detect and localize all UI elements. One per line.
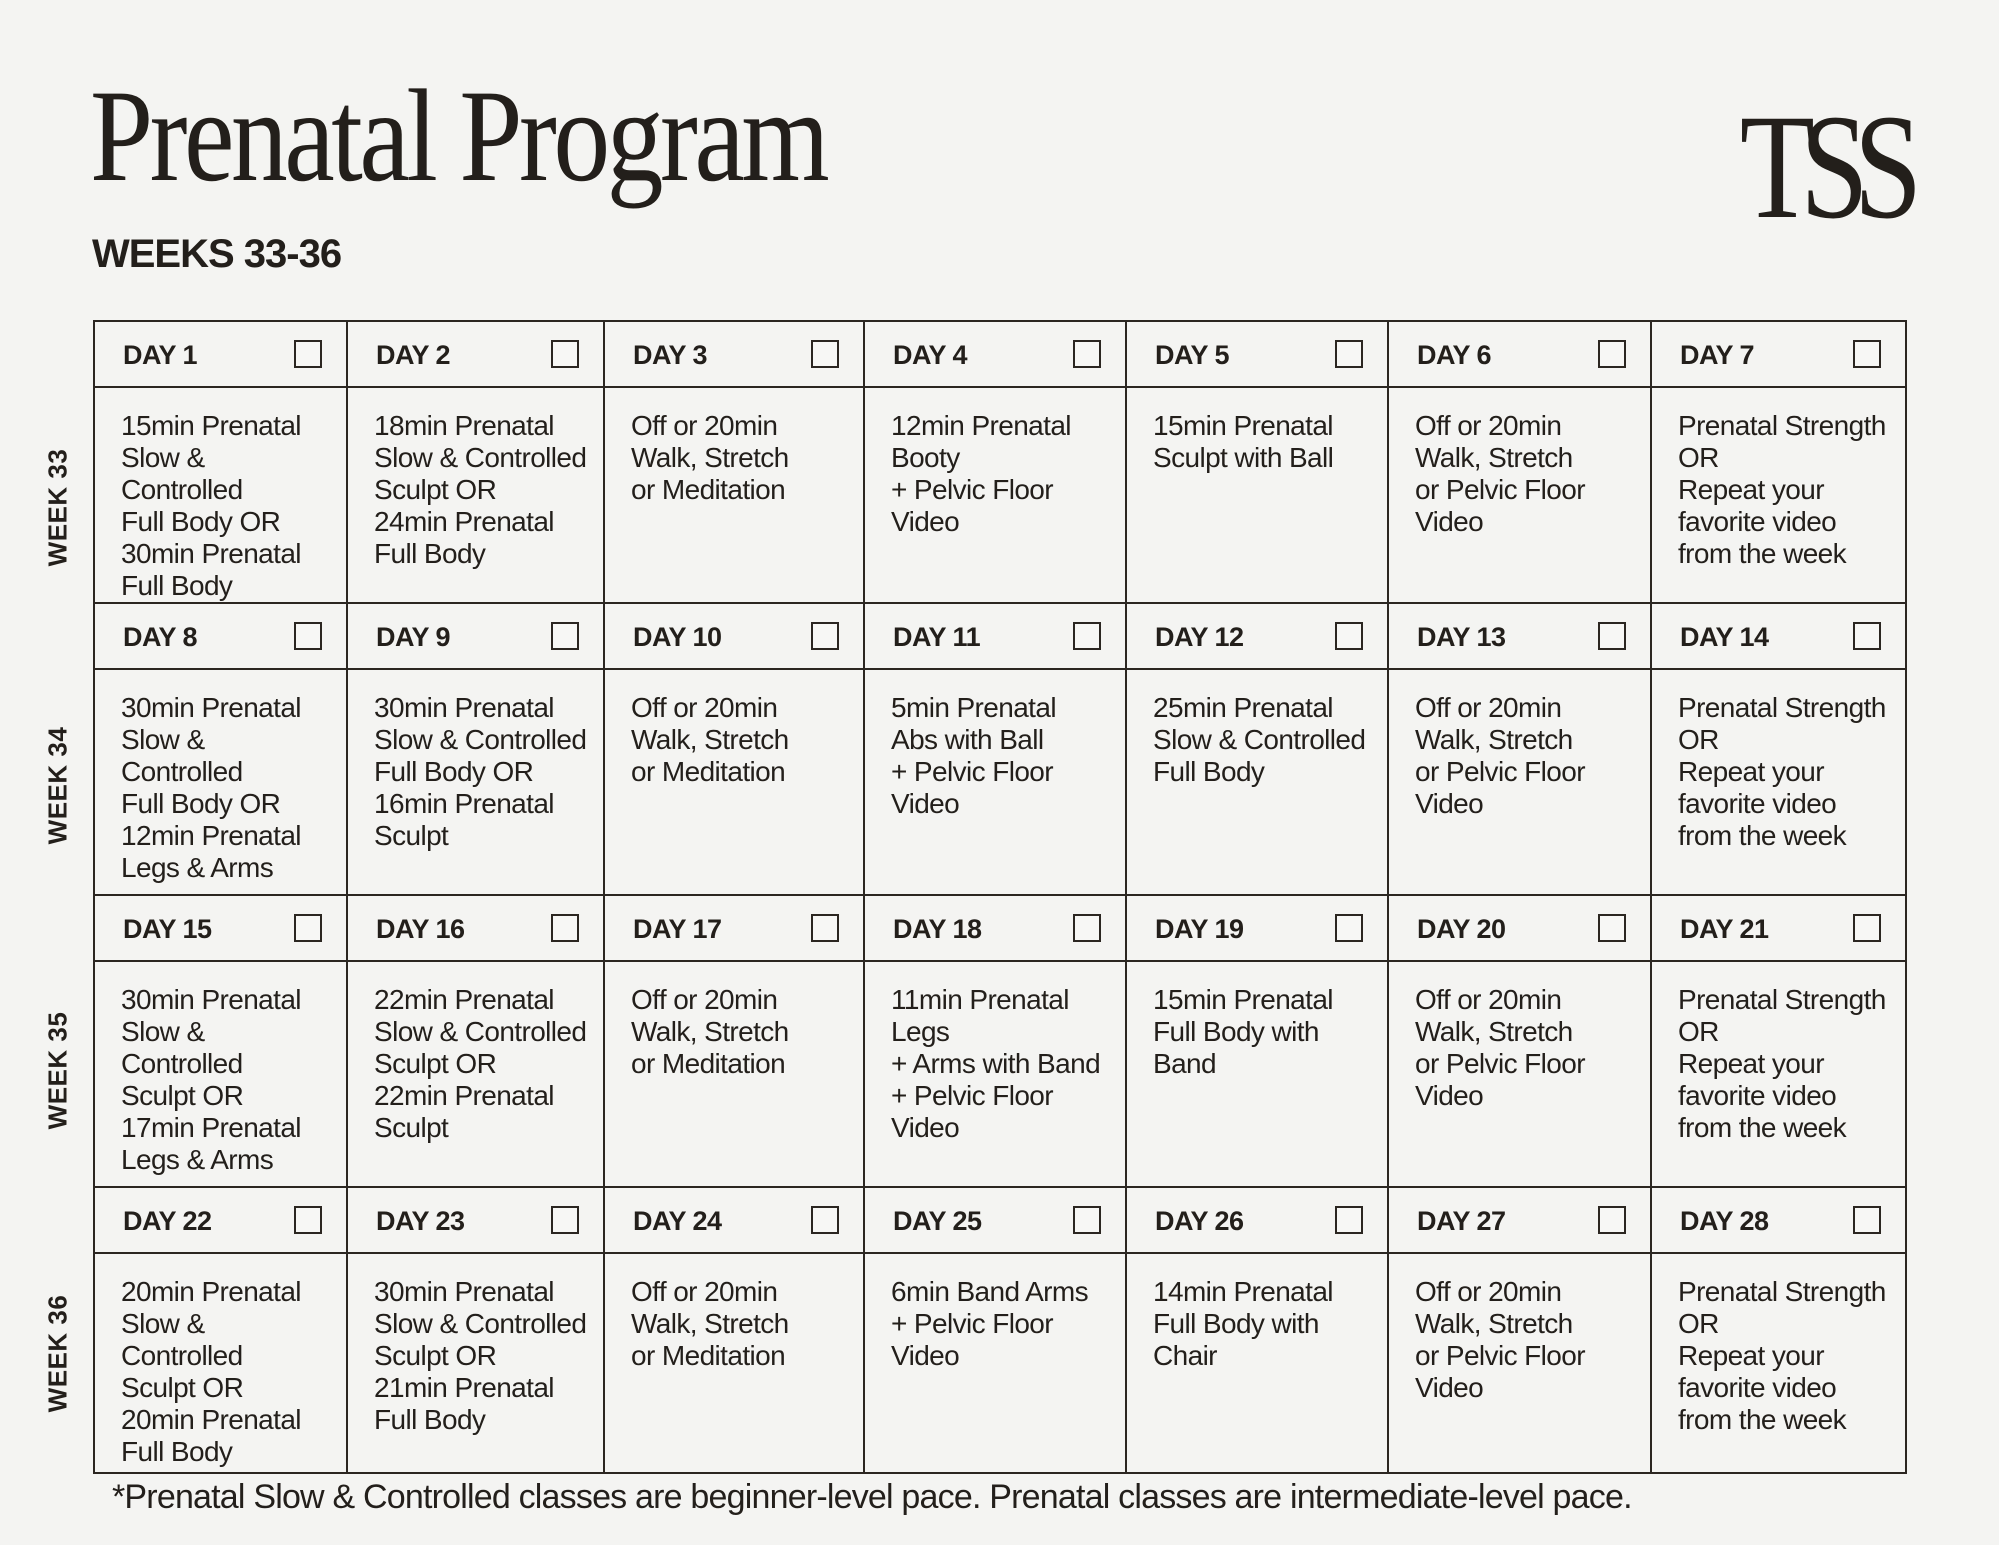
day-checkbox[interactable] <box>551 914 579 942</box>
day-workout-cell <box>347 961 604 1187</box>
day-header-cell <box>94 895 347 961</box>
day-checkbox[interactable] <box>1598 622 1626 650</box>
day-checkbox[interactable] <box>1853 622 1881 650</box>
day-workout-cell <box>347 669 604 895</box>
day-header-cell <box>94 321 347 387</box>
day-checkbox[interactable] <box>1335 1206 1363 1234</box>
day-header-cell <box>1651 895 1906 961</box>
day-label: DAY 4 <box>893 340 968 370</box>
day-checkbox[interactable] <box>811 340 839 368</box>
day-label: DAY 13 <box>1417 622 1506 652</box>
day-workout-cell <box>864 387 1126 603</box>
workout-text: 15min Prenatal Slow & Controlled Full Body OR 30min Prenatal Full Body <box>121 410 301 601</box>
workout-text: 18min Prenatal Slow & Controlled Sculpt OR 24min Prenatal Full Body <box>374 410 587 569</box>
day-header-cell <box>864 1187 1126 1253</box>
workout-text: Off or 20min Walk, Stretch or Pelvic Floor Video <box>1415 984 1585 1111</box>
day-workout-cell <box>347 387 604 603</box>
day-workout-cell <box>94 387 347 603</box>
day-header-cell <box>1388 1187 1651 1253</box>
workout-text: 5min Prenatal Abs with Ball + Pelvic Floor Video <box>891 692 1056 819</box>
day-workout-cell <box>1388 961 1651 1187</box>
day-label: DAY 2 <box>376 340 451 370</box>
day-workout-cell <box>604 669 864 895</box>
day-checkbox[interactable] <box>811 1206 839 1234</box>
day-label: DAY 21 <box>1680 914 1769 944</box>
day-header-cell <box>604 895 864 961</box>
day-workout-cell <box>864 669 1126 895</box>
day-checkbox[interactable] <box>294 340 322 368</box>
day-header-cell <box>864 603 1126 669</box>
day-checkbox[interactable] <box>551 340 579 368</box>
day-header-cell <box>347 321 604 387</box>
day-checkbox[interactable] <box>1073 340 1101 368</box>
day-checkbox[interactable] <box>1598 1206 1626 1234</box>
day-checkbox[interactable] <box>1335 914 1363 942</box>
day-checkbox[interactable] <box>1598 340 1626 368</box>
day-checkbox[interactable] <box>1335 340 1363 368</box>
day-checkbox[interactable] <box>294 622 322 650</box>
day-header-cell <box>1388 603 1651 669</box>
day-label: DAY 6 <box>1417 340 1492 370</box>
day-checkbox[interactable] <box>1073 622 1101 650</box>
day-header-cell <box>347 895 604 961</box>
day-workout-cell <box>864 1253 1126 1473</box>
day-workout-cell <box>94 1253 347 1473</box>
week-body-row <box>94 961 1906 1187</box>
day-workout-cell <box>604 387 864 603</box>
day-workout-cell <box>1651 387 1906 603</box>
day-label: DAY 11 <box>893 622 981 652</box>
day-header-cell <box>864 321 1126 387</box>
day-checkbox[interactable] <box>1853 1206 1881 1234</box>
day-label: DAY 14 <box>1680 622 1769 652</box>
workout-text: 15min Prenatal Sculpt with Ball <box>1153 410 1334 473</box>
workout-text: 22min Prenatal Slow & Controlled Sculpt OR 22min Prenatal Sculpt <box>374 984 587 1143</box>
schedule-grid <box>93 320 1907 1474</box>
day-header-cell <box>1126 321 1388 387</box>
brand-logo: TSS <box>1739 84 1907 250</box>
week-body-row <box>94 387 1906 603</box>
day-header-cell <box>604 321 864 387</box>
day-label: DAY 15 <box>123 914 212 944</box>
day-workout-cell <box>1388 669 1651 895</box>
day-header-cell <box>1651 1187 1906 1253</box>
workout-text: Off or 20min Walk, Stretch or Pelvic Floor Video <box>1415 1276 1585 1403</box>
workout-text: Off or 20min Walk, Stretch or Meditation <box>631 984 789 1079</box>
day-header-cell <box>604 1187 864 1253</box>
day-checkbox[interactable] <box>551 622 579 650</box>
day-checkbox[interactable] <box>1073 914 1101 942</box>
day-checkbox[interactable] <box>1335 622 1363 650</box>
week-label: WEEK 35 <box>42 1011 73 1130</box>
day-workout-cell <box>1651 669 1906 895</box>
day-label: DAY 1 <box>123 340 198 370</box>
workout-text: Off or 20min Walk, Stretch or Meditation <box>631 410 789 505</box>
week-header-row <box>94 1187 1906 1253</box>
day-label: DAY 3 <box>633 340 708 370</box>
workout-text: 30min Prenatal Slow & Controlled Full Body OR 12min Prenatal Legs & Arms <box>121 692 301 883</box>
day-label: DAY 7 <box>1680 340 1755 370</box>
day-workout-cell <box>1126 961 1388 1187</box>
page-subtitle: WEEKS 33-36 <box>92 232 342 276</box>
workout-text: Prenatal Strength OR Repeat your favorite video from the week <box>1678 984 1886 1143</box>
day-checkbox[interactable] <box>1073 1206 1101 1234</box>
week-body-row <box>94 669 1906 895</box>
day-label: DAY 16 <box>376 914 465 944</box>
page-title: Prenatal Program <box>90 62 827 209</box>
day-label: DAY 12 <box>1155 622 1244 652</box>
day-header-cell <box>347 1187 604 1253</box>
workout-text: Off or 20min Walk, Stretch or Meditation <box>631 1276 789 1371</box>
day-label: DAY 25 <box>893 1206 982 1236</box>
day-label: DAY 8 <box>123 622 198 652</box>
day-workout-cell <box>864 961 1126 1187</box>
day-header-cell <box>1651 321 1906 387</box>
day-checkbox[interactable] <box>811 914 839 942</box>
footnote: *Prenatal Slow & Controlled classes are beginner-level pace. Prenatal classes are intermediate-level pace. <box>112 1478 1632 1516</box>
workout-text: Off or 20min Walk, Stretch or Pelvic Floor Video <box>1415 692 1585 819</box>
workout-text: Prenatal Strength OR Repeat your favorite video from the week <box>1678 692 1886 851</box>
day-label: DAY 24 <box>633 1206 722 1236</box>
day-workout-cell <box>1651 961 1906 1187</box>
day-workout-cell <box>604 1253 864 1473</box>
day-workout-cell <box>1388 387 1651 603</box>
day-header-cell <box>347 603 604 669</box>
day-label: DAY 20 <box>1417 914 1506 944</box>
week-header-row <box>94 895 1906 961</box>
workout-text: 15min Prenatal Full Body with Band <box>1153 984 1333 1079</box>
day-header-cell <box>604 603 864 669</box>
week-header-row <box>94 321 1906 387</box>
day-workout-cell <box>1126 1253 1388 1473</box>
week-body-row <box>94 1253 1906 1473</box>
day-label: DAY 27 <box>1417 1206 1506 1236</box>
day-label: DAY 5 <box>1155 340 1230 370</box>
day-checkbox[interactable] <box>551 1206 579 1234</box>
day-workout-cell <box>1126 387 1388 603</box>
workout-text: 11min Prenatal Legs + Arms with Band + Pelvic Floor Video <box>891 984 1101 1143</box>
day-checkbox[interactable] <box>294 1206 322 1234</box>
workout-text: 30min Prenatal Slow & Controlled Sculpt OR 21min Prenatal Full Body <box>374 1276 587 1435</box>
workout-text: 20min Prenatal Slow & Controlled Sculpt OR 20min Prenatal Full Body <box>121 1276 301 1467</box>
day-label: DAY 9 <box>376 622 451 652</box>
day-checkbox[interactable] <box>294 914 322 942</box>
week-label: WEEK 36 <box>42 1294 73 1413</box>
workout-text: 30min Prenatal Slow & Controlled Sculpt OR 17min Prenatal Legs & Arms <box>121 984 301 1175</box>
workout-text: 12min Prenatal Booty + Pelvic Floor Video <box>891 410 1071 537</box>
workout-text: 6min Band Arms + Pelvic Floor Video <box>891 1276 1089 1371</box>
workout-text: 14min Prenatal Full Body with Chair <box>1153 1276 1333 1371</box>
day-workout-cell <box>1388 1253 1651 1473</box>
day-label: DAY 28 <box>1680 1206 1769 1236</box>
day-workout-cell <box>1651 1253 1906 1473</box>
day-header-cell <box>1126 1187 1388 1253</box>
day-label: DAY 18 <box>893 914 982 944</box>
week-header-row <box>94 603 1906 669</box>
day-checkbox[interactable] <box>1853 914 1881 942</box>
day-header-cell <box>1126 603 1388 669</box>
day-label: DAY 10 <box>633 622 722 652</box>
day-label: DAY 26 <box>1155 1206 1244 1236</box>
workout-text: Off or 20min Walk, Stretch or Meditation <box>631 692 789 787</box>
day-label: DAY 19 <box>1155 914 1244 944</box>
day-workout-cell <box>94 669 347 895</box>
day-label: DAY 17 <box>633 914 722 944</box>
day-header-cell <box>94 1187 347 1253</box>
day-label: DAY 23 <box>376 1206 465 1236</box>
workout-text: Off or 20min Walk, Stretch or Pelvic Floor Video <box>1415 410 1585 537</box>
workout-text: Prenatal Strength OR Repeat your favorite video from the week <box>1678 1276 1886 1435</box>
day-checkbox[interactable] <box>811 622 839 650</box>
day-workout-cell <box>347 1253 604 1473</box>
week-label: WEEK 33 <box>42 448 73 567</box>
day-workout-cell <box>604 961 864 1187</box>
day-header-cell <box>1388 321 1651 387</box>
day-workout-cell <box>94 961 347 1187</box>
day-label: DAY 22 <box>123 1206 212 1236</box>
day-checkbox[interactable] <box>1598 914 1626 942</box>
workout-text: 25min Prenatal Slow & Controlled Full Body <box>1153 692 1366 787</box>
day-header-cell <box>1126 895 1388 961</box>
day-header-cell <box>1651 603 1906 669</box>
workout-text: 30min Prenatal Slow & Controlled Full Body OR 16min Prenatal Sculpt <box>374 692 587 851</box>
week-label: WEEK 34 <box>42 726 73 845</box>
workout-text: Prenatal Strength OR Repeat your favorite video from the week <box>1678 410 1886 569</box>
day-workout-cell <box>1126 669 1388 895</box>
day-checkbox[interactable] <box>1853 340 1881 368</box>
day-header-cell <box>864 895 1126 961</box>
day-header-cell <box>94 603 347 669</box>
day-header-cell <box>1388 895 1651 961</box>
